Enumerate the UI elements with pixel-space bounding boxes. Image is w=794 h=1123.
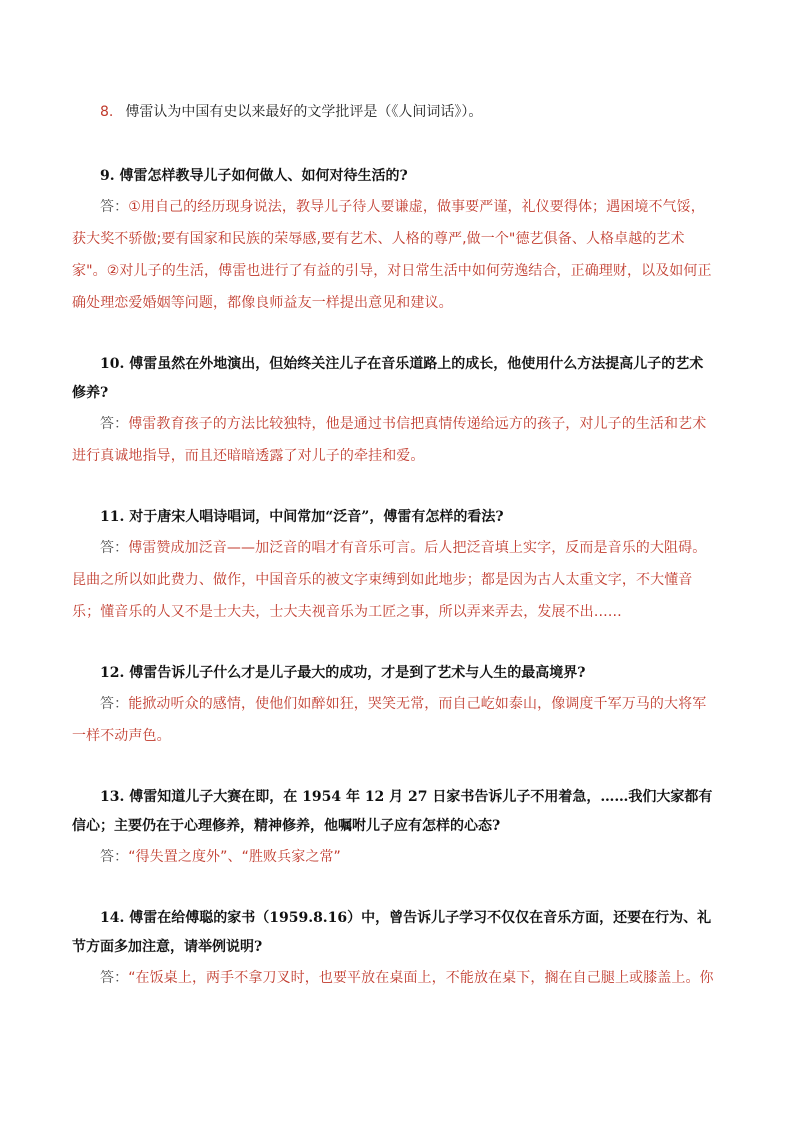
item-8-number: 8.	[100, 104, 114, 120]
answer-10	[72, 408, 716, 472]
answer-10-text: 傅雷教育孩子的方法比较独特，他是通过书信把真情传递给远方的孩子，对儿子的生活和艺术进行真诚地指导，而且还暗暗透露了对儿子的牵挂和爱。	[72, 416, 707, 464]
question-10: 10. 傅雷虽然在外地演出，但始终关注儿子在音乐道路上的成长，他使用什么方法提高儿子的艺术修养?	[72, 356, 704, 401]
qa-10	[72, 350, 716, 472]
answer-12	[72, 688, 716, 752]
question-14: 14. 傅雷在给傅聪的家书（1959.8.16）中，曾告诉儿子学习不仅仅在音乐方面，还要在行为、礼节方面多加注意，请举例说明?	[72, 910, 712, 955]
answer-label: 答：	[100, 970, 129, 986]
qa-11	[72, 503, 716, 628]
answer-11	[72, 532, 716, 628]
answer-label: 答：	[100, 540, 129, 556]
qa-13	[72, 783, 716, 873]
answer-11-text: 傅雷赞成加泛音——加泛音的唱才有音乐可言。后人把泛音填上实字，反而是音乐的大阻碍。昆曲之所以如此费力、做作，中国音乐的被文字束缚到如此地步；都是因为古人太重文字，不大懂音乐；懂音乐的人又不是士大夫，士大夫视音乐为工匠之事，所以弄来弄去，发展不出……	[72, 540, 707, 620]
question-12: 12. 傅雷告诉儿子什么才是儿子最大的成功，才是到了艺术与人生的最高境界?	[100, 665, 586, 681]
answer-label: 答：	[100, 199, 129, 215]
qa-9	[72, 162, 716, 319]
item-8-text: 傅雷认为中国有史以来最好的文学批评是（《人间词话》）。	[125, 104, 483, 120]
question-13: 13. 傅雷知道儿子大赛在即，在 1954 年 12 月 27 日家书告诉儿子不用着急，……我们大家都有信心；主要仍在于心理修养，精神修养，他嘱咐儿子应有怎样的心态?	[72, 789, 713, 834]
item-8	[100, 100, 716, 124]
answer-14-text: “在饭桌上，两手不拿刀叉时，也要平放在桌面上，不能放在桌下，搁在自己腿上或膝盖上。你	[128, 970, 714, 986]
answer-14	[72, 962, 716, 994]
qa-14	[72, 904, 716, 994]
answer-label: 答：	[100, 416, 129, 432]
answer-label: 答：	[100, 696, 129, 712]
answer-9-text: ①用自己的经历现身说法，教导儿子待人要谦虚，做事要严谨，礼仪要得体；遇困境不气馁，获大奖不骄傲;要有国家和民族的荣辱感,要有艺术、人格的尊严,做一个"德艺俱备、人格卓越的艺术家"。②对儿子的生活，傅雷也进行了有益的引导，对日常生活中如何劳逸结合，正确理财，以及如何正确处理恋爱婚姻等问题，都像良师益友一样提出意见和建议。	[72, 199, 712, 311]
answer-12-text: 能掀动听众的感情，使他们如醉如狂，哭笑无常，而自己屹如泰山，像调度千军万马的大将军一样不动声色。	[72, 696, 707, 744]
question-11: 11. 对于唐宋人唱诗唱词，中间常加“泛音”，傅雷有怎样的看法?	[100, 509, 504, 525]
qa-12	[72, 659, 716, 752]
answer-13	[72, 841, 716, 873]
answer-13-text: “得失置之度外”、“胜败兵家之常”	[128, 849, 341, 865]
answer-9	[72, 191, 716, 319]
answer-label: 答：	[100, 849, 129, 865]
question-9: 9. 傅雷怎样教导儿子如何做人、如何对待生活的?	[100, 168, 408, 184]
